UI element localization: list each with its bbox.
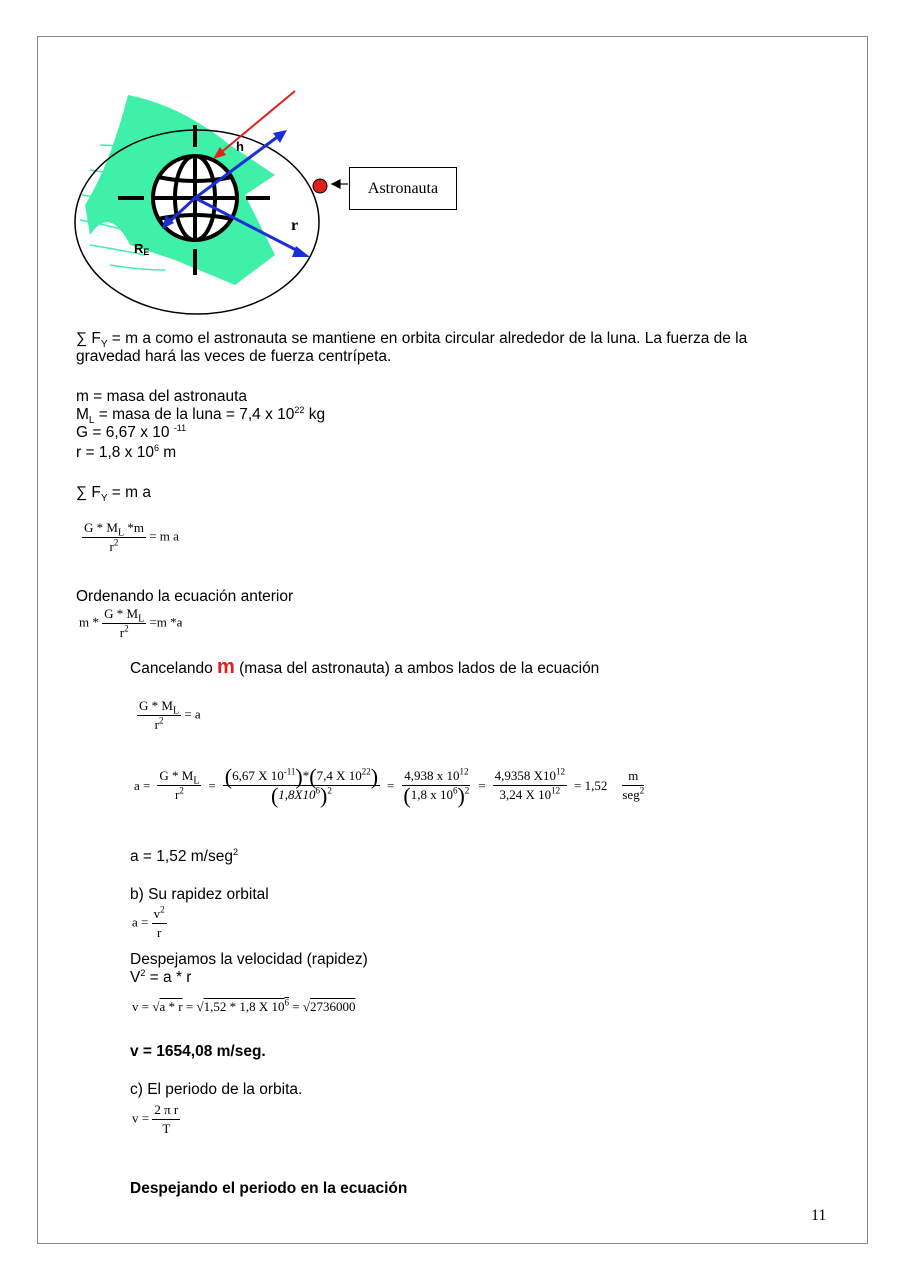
def-r: r = 1,8 x $10^6$ m xyxy=(76,442,177,461)
c-title: c) El periodo de la orbita. xyxy=(130,1081,303,1098)
sum-forces: ∑ $F_Y = m$ a xyxy=(76,484,152,505)
page-number: 11 xyxy=(811,1207,827,1224)
label-r: r xyxy=(291,217,299,234)
formula-5: a = $\frac{v^2}{r}$ xyxy=(132,904,165,940)
formula-7: v = $\frac{\text{2 π r}}{T}$ xyxy=(132,1102,179,1136)
v-result: v = 1654,08 m/seg. xyxy=(130,1043,266,1060)
def-m: m = masa del astronauta xyxy=(76,388,248,405)
astronaut-marker xyxy=(313,179,327,193)
a-result: a = 1,52 m/seg$^2$ xyxy=(130,846,238,865)
intro-line-1: ∑ $F_Y = m$ a como el astronauta se mantiene en orbita circular alrededor de la luna. La fuerza de la xyxy=(76,330,748,351)
def-ML: $M_L$ = masa de la luna = 7,4 x $10^{22}$ kg xyxy=(76,404,326,427)
label-h: h xyxy=(236,139,244,154)
b-title: b) Su rapidez orbital xyxy=(130,886,269,903)
despejamos-text: Despejamos la velocidad (rapidez) xyxy=(130,951,368,968)
formula-1: $\frac{G * M_L *m}{r^2}$ = m a xyxy=(84,520,179,554)
despejando-text: Despejando el periodo en la ecuación xyxy=(130,1180,408,1197)
formula-6: v = √a * r = √1,52 * 1,8 X $10^6 = √2736000$ xyxy=(132,997,356,1014)
label-re: RE xyxy=(134,241,150,257)
cancel-text: Cancelando m (masa del astronauta) a ambos lados de la ecuación xyxy=(130,656,600,678)
v2-eq: $V^2 = a * r$ xyxy=(130,967,192,986)
formula-4: a = $\frac{G * M_L}{r^2}$ = $\frac{(6,67 X 10^{-11})*(7,4 X 10^{22})}{(1,8X10^6)^2}$ = $\frac{4,938 x 10^{12}}{(1,8 x 10^6)^2}$ = $\frac{4,9358 X10^{12}}{3,24 X 10^{12}}$ = 1,52 $\frac{m}{seg^2}$ xyxy=(134,764,645,809)
formula-2: m * $\frac{G * M_L}{r^2}$ =m *a xyxy=(79,606,183,640)
astronaut-label-box: Astronauta xyxy=(349,167,457,210)
red-arrow xyxy=(213,91,295,159)
intro-line-2: gravedad hará las veces de fuerza centrípeta. xyxy=(76,348,392,365)
def-G: G = 6,67 x 10 $^{-11}$ xyxy=(76,422,187,441)
pointer-arrow xyxy=(332,180,348,188)
formula-3: $\frac{G * M_L}{r^2}$ = a xyxy=(139,698,201,732)
ordenando-text: Ordenando la ecuación anterior xyxy=(76,588,294,605)
